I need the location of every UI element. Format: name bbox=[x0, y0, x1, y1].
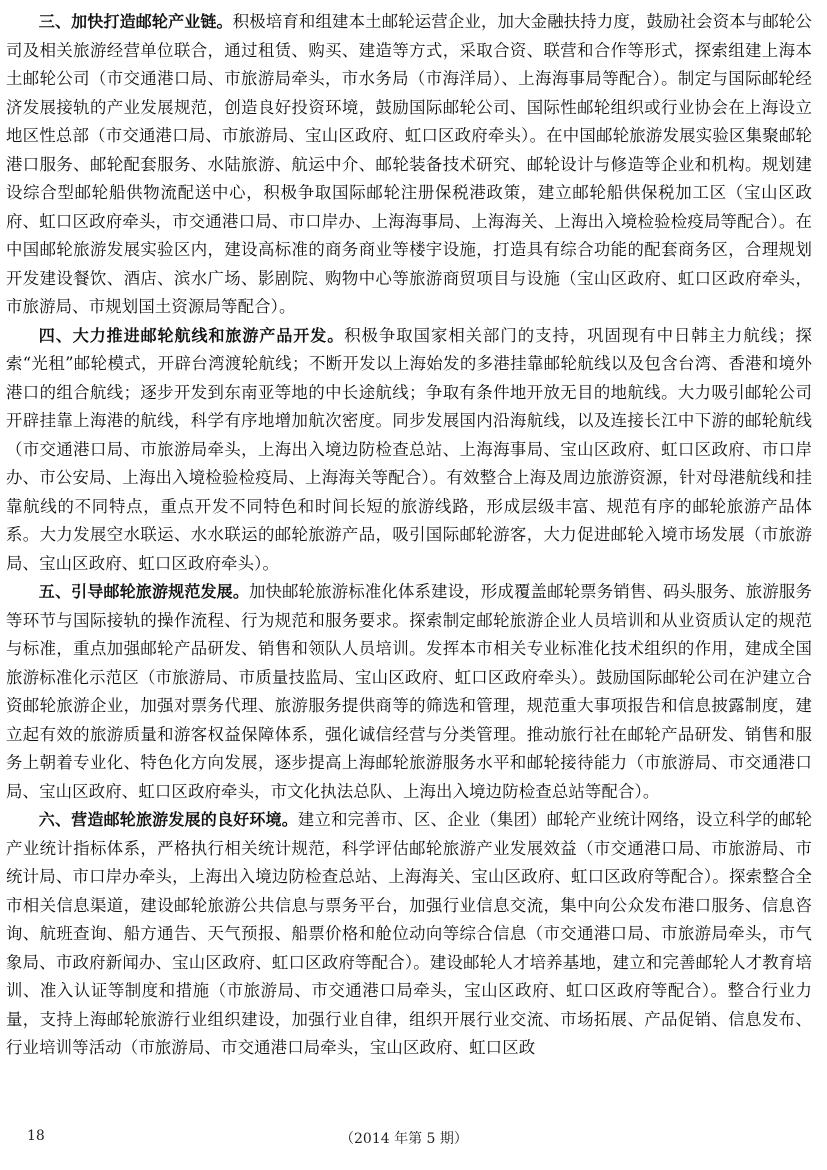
page-number: 18 bbox=[27, 1128, 45, 1144]
document-body bbox=[6, 8, 812, 1063]
paragraph-text: 加快邮轮旅游标准化体系建设，形成覆盖邮轮票务销售、码头服务、旅游服务等环节与国际接轨的操作流程、行为规范和服务要求。探索制定邮轮旅游企业人员培训和从业资质认定的规范与标准，重点加强邮轮产品研发、销售和领队人员培训。发挥本市相关专业标准化技术组织的作用，建成全国旅游标准化示范区（市旅游局、市质量技监局、宝山区政府、虹口区政府牵头）。鼓励国际邮轮公司在沪建立合资邮轮旅游企业，加强对票务代理、旅游服务提供商等的筛选和管理，规范重大事项报告和信息披露制度，建立起有效的旅游质量和游客权益保障体系，强化诚信经营与分类管理。推动旅行社在邮轮产品研发、销售和服务上朝着专业化、特色化方向发展，逐步提高上海邮轮旅游服务水平和邮轮接待能力（市旅游局、市交通港口局、宝山区政府、虹口区政府牵头，市文化执法总队、上海出入境边防检查总站等配合）。 bbox=[6, 582, 812, 801]
paragraph-text: 建立和完善市、区、企业（集团）邮轮产业统计网络，设立科学的邮轮产业统计指标体系，严格执行相关统计规范，科学评估邮轮旅游产业发展效益（市交通港口局、市旅游局、市统计局、市口岸办牵头，上海出入境边防检查总站、上海海关、宝山区政府、虹口区政府等配合）。探索整合全市相关信息渠道，建设邮轮旅游公共信息与票务平台，加强行业信息交流，集中向公众发布港口服务、信息咨询、航班查询、船方通告、天气预报、船票价格和舱位动向等综合信息（市交通港口局、市旅游局牵头，市气象局、市政府新闻办、宝山区政府、虹口区政府等配合）。建设邮轮人才培养基地，建立和完善邮轮人才教育培训、准入认证等制度和措施（市旅游局、市交通港口局牵头，宝山区政府、虹口区政府等配合）。整合行业力量，支持上海邮轮旅游行业组织建设，加强行业自律，组织开展行业交流、市场拓展、产品促销、信息发布、行业培训等活动（市旅游局、市交通港口局牵头，宝山区政府、虹口区政 bbox=[6, 810, 812, 1057]
issue-label: （2014 年第 5 期） bbox=[340, 1131, 468, 1147]
paragraph-heading: 五、引导邮轮旅游规范发展。 bbox=[38, 582, 249, 601]
paragraph-routes-products bbox=[6, 322, 812, 579]
paragraph-heading: 六、营造邮轮旅游发展的良好环境。 bbox=[38, 810, 298, 829]
paragraph-industry-chain bbox=[6, 8, 812, 322]
paragraph-text: 积极培育和组建本土邮轮运营企业，加大金融扶持力度，鼓励社会资本与邮轮公司及相关旅游经营单位联合，通过租赁、购买、建造等方式，采取合资、联营和合作等形式，探索组建上海本土邮轮公司（市交通港口局、市旅游局牵头，市水务局（市海洋局）、上海海事局等配合）。制定与国际邮轮经济发展接轨的产业发展规范，创造良好投资环境，鼓励国际邮轮公司、国际性邮轮组织或行业协会在上海设立地区性总部（市交通港口局、市旅游局、宝山区政府、虹口区政府牵头）。在中国邮轮旅游发展实验区集聚邮轮港口服务、邮轮配套服务、水陆旅游、航运中介、邮轮装备技术研究、邮轮设计与修造等企业和机构。规划建设综合型邮轮船供物流配送中心，积极争取国际邮轮注册保税港政策，建立邮轮船供保税加工区（宝山区政府、虹口区政府牵头，市交通港口局、市口岸办、上海海事局、上海海关、上海出入境检验检疫局等配合）。在中国邮轮旅游发展实验区内，建设高标准的商务商业等楼宇设施，打造具有综合功能的配套商务区，合理规划开发建设餐饮、酒店、滨水广场、影剧院、购物中心等旅游商贸项目与设施（宝山区政府、虹口区政府牵头，市旅游局、市规划国土资源局等配合）。 bbox=[6, 12, 813, 316]
paragraph-text: 积极争取国家相关部门的支持，巩固现有中日韩主力航线；探索“光租”邮轮模式，开辟台湾渡轮航线；不断开发以上海始发的多港挂靠邮轮航线以及包含台湾、香港和境外港口的组合航线；逐步开发到东南亚等地的中长途航线；争取有条件地开放无目的地航线。大力吸引邮轮公司开辟挂靠上海港的航线，科学有序地增加航次密度。同步发展国内沿海航线，以及连接长江中下游的邮轮航线（市交通港口局、市旅游局牵头，上海出入境边防检查总站、上海海事局、宝山区政府、虹口区政府、市口岸办、市公安局、上海出入境检验检疫局、上海海关等配合）。有效整合上海及周边旅游资源，针对母港航线和挂靠航线的不同特点，重点开发不同特色和时间长短的旅游线路，形成层级丰富、规范有序的邮轮旅游产品体系。大力发展空水联运、水水联运的邮轮旅游产品，吸引国际邮轮游客，大力促进邮轮入境市场发展（市旅游局、宝山区政府、虹口区政府牵头）。 bbox=[6, 325, 812, 573]
paragraph-heading: 四、大力推进邮轮航线和旅游产品开发。 bbox=[38, 325, 345, 345]
paragraph-environment bbox=[6, 806, 812, 1063]
paragraph-heading: 三、加快打造邮轮产业链。 bbox=[38, 12, 233, 31]
page-footer bbox=[0, 1126, 827, 1152]
paragraph-standardization bbox=[6, 578, 812, 806]
